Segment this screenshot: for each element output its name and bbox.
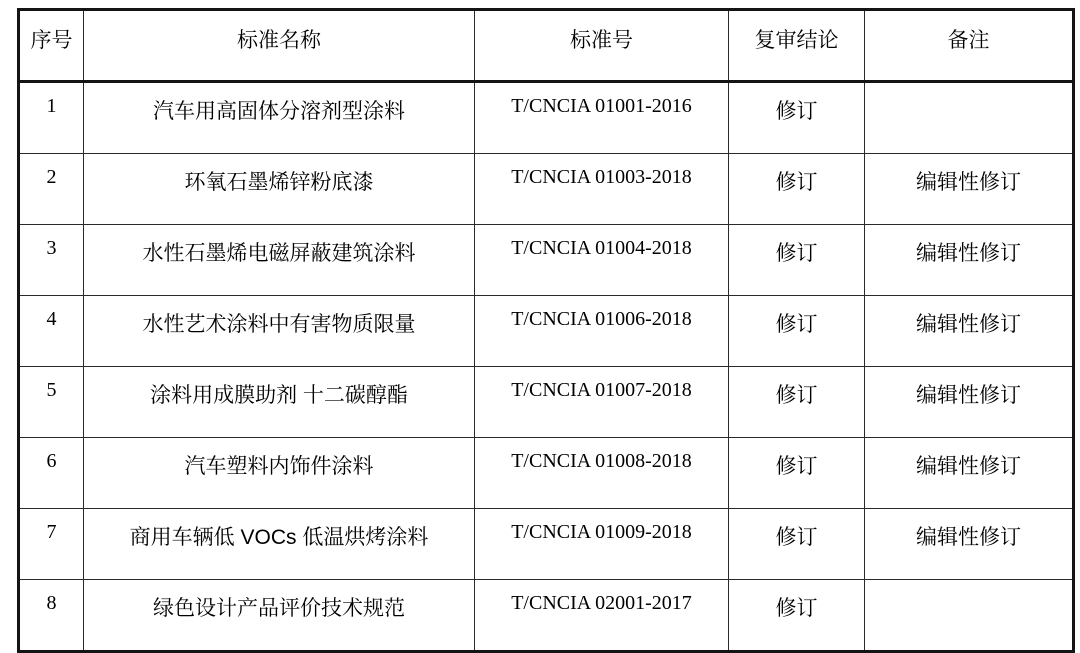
standard-code-cell: T/CNCIA 01009-2018 bbox=[475, 509, 729, 580]
review-conclusion-cell: 修订 bbox=[729, 509, 865, 580]
standard-name-cell: 环氧石墨烯锌粉底漆 bbox=[84, 154, 475, 225]
table-row bbox=[19, 154, 1074, 225]
row-number-cell: 2 bbox=[19, 154, 84, 225]
standard-code-cell: T/CNCIA 01001-2016 bbox=[475, 82, 729, 154]
standard-code-cell: T/CNCIA 01007-2018 bbox=[475, 367, 729, 438]
standard-name-cell: 水性艺术涂料中有害物质限量 bbox=[84, 296, 475, 367]
header-serial-number: 序号 bbox=[19, 10, 84, 82]
header-review-conclusion: 复审结论 bbox=[729, 10, 865, 82]
remark-cell: 编辑性修订 bbox=[865, 154, 1074, 225]
remark-cell bbox=[865, 82, 1074, 154]
standard-name-cell: 绿色设计产品评价技术规范 bbox=[84, 580, 475, 652]
table-row bbox=[19, 367, 1074, 438]
standard-name-cell: 水性石墨烯电磁屏蔽建筑涂料 bbox=[84, 225, 475, 296]
review-conclusion-cell: 修订 bbox=[729, 82, 865, 154]
row-number-cell: 8 bbox=[19, 580, 84, 652]
standard-code-cell: T/CNCIA 02001-2017 bbox=[475, 580, 729, 652]
remark-cell: 编辑性修订 bbox=[865, 296, 1074, 367]
standard-name-cell: 汽车用高固体分溶剂型涂料 bbox=[84, 82, 475, 154]
row-number-cell: 3 bbox=[19, 225, 84, 296]
review-conclusion-cell: 修订 bbox=[729, 580, 865, 652]
table-row bbox=[19, 82, 1074, 154]
remark-cell: 编辑性修订 bbox=[865, 509, 1074, 580]
standard-code-cell: T/CNCIA 01006-2018 bbox=[475, 296, 729, 367]
header-row bbox=[19, 10, 1074, 82]
standard-code-cell: T/CNCIA 01008-2018 bbox=[475, 438, 729, 509]
header-remarks: 备注 bbox=[865, 10, 1074, 82]
header-standard-code: 标准号 bbox=[475, 10, 729, 82]
review-conclusion-cell: 修订 bbox=[729, 438, 865, 509]
standard-name-cell: 汽车塑料内饰件涂料 bbox=[84, 438, 475, 509]
remark-cell: 编辑性修订 bbox=[865, 438, 1074, 509]
row-number-cell: 6 bbox=[19, 438, 84, 509]
table-row bbox=[19, 225, 1074, 296]
standard-name-cell: 商用车辆低 VOCs 低温烘烤涂料 bbox=[84, 509, 475, 580]
table-row bbox=[19, 509, 1074, 580]
standard-code-cell: T/CNCIA 01003-2018 bbox=[475, 154, 729, 225]
row-number-cell: 7 bbox=[19, 509, 84, 580]
remark-cell bbox=[865, 580, 1074, 652]
standard-name-cell: 涂料用成膜助剂 十二碳醇酯 bbox=[84, 367, 475, 438]
header-standard-name: 标准名称 bbox=[84, 10, 475, 82]
review-conclusion-cell: 修订 bbox=[729, 154, 865, 225]
table-row bbox=[19, 438, 1074, 509]
standards-review-table bbox=[17, 8, 1075, 653]
row-number-cell: 4 bbox=[19, 296, 84, 367]
table-row bbox=[19, 580, 1074, 652]
standard-code-cell: T/CNCIA 01004-2018 bbox=[475, 225, 729, 296]
review-conclusion-cell: 修订 bbox=[729, 367, 865, 438]
table-row bbox=[19, 296, 1074, 367]
remark-cell: 编辑性修订 bbox=[865, 225, 1074, 296]
review-conclusion-cell: 修订 bbox=[729, 225, 865, 296]
review-conclusion-cell: 修订 bbox=[729, 296, 865, 367]
row-number-cell: 5 bbox=[19, 367, 84, 438]
row-number-cell: 1 bbox=[19, 82, 84, 154]
remark-cell: 编辑性修订 bbox=[865, 367, 1074, 438]
